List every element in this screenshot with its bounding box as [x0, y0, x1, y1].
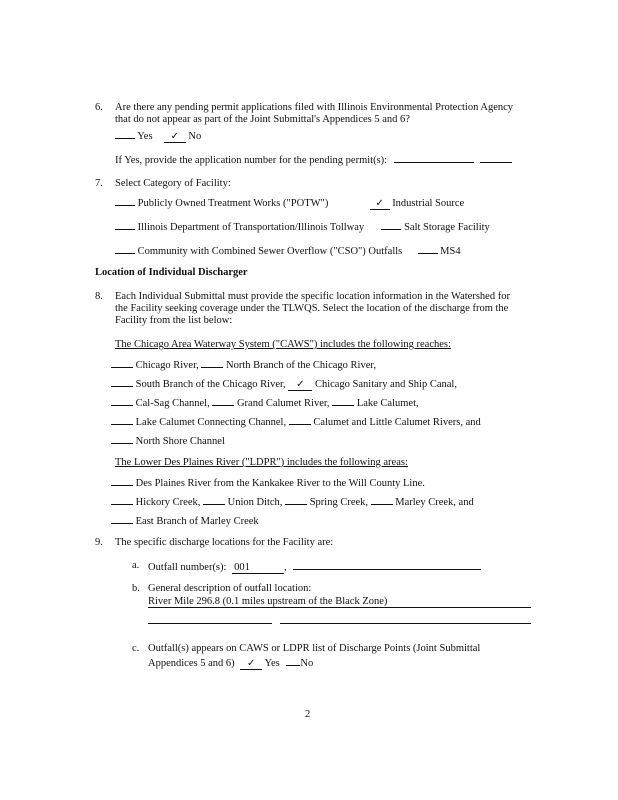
caws-sanitary-ship-canal-label: Chicago Sanitary and Ship Canal,	[314, 379, 457, 390]
ldpr-union-ditch-checkbox[interactable]	[203, 494, 225, 505]
caws-heading: The Chicago Area Waterway System ("CAWS") includes the following reaches:	[115, 339, 451, 350]
ldpr-spring-creek-checkbox[interactable]	[285, 494, 307, 505]
q7-ms4-label: MS4	[440, 246, 461, 257]
q7-title: Select Category of Facility:	[115, 178, 231, 189]
q6-application-number-field[interactable]	[394, 152, 474, 163]
caws-sanitary-ship-canal-checkbox[interactable]: ✓	[288, 380, 312, 391]
q9c-letter: c.	[132, 643, 140, 654]
caws-grand-calumet-label: Grand Calumet River,	[236, 398, 330, 409]
q9c-text-line2: Appendices 5 and 6)	[148, 658, 235, 669]
ldpr-spring-creek-label: Spring Creek,	[309, 497, 369, 508]
q8-text-line2: the Facility seeking coverage under the TLWQS. Select the location of the discharge from the	[115, 303, 509, 314]
ldpr-row-3	[111, 513, 259, 528]
q6-text-line2: that do not appear as part of the Joint Submittal's Appendices 5 and 6?	[115, 114, 410, 125]
q6-if-yes-row	[115, 152, 512, 167]
caws-grand-calumet-checkbox[interactable]	[212, 395, 234, 406]
ldpr-east-branch-checkbox[interactable]	[111, 513, 133, 524]
q9b-underline-1	[148, 607, 531, 608]
caws-lake-calumet-label: Lake Calumet,	[356, 398, 419, 409]
q9-number: 9.	[95, 537, 103, 548]
caws-south-branch-label: South Branch of the Chicago River,	[135, 379, 286, 390]
q7-number: 7.	[95, 178, 103, 189]
q8-number: 8.	[95, 291, 103, 302]
ldpr-hickory-creek-label: Hickory Creek,	[135, 497, 201, 508]
q9c-yes-checkbox[interactable]: ✓	[240, 659, 262, 670]
q9a-row: Outfall number(s): 001 ,	[148, 559, 481, 574]
q6-number: 6.	[95, 102, 103, 113]
caws-row-4	[111, 414, 481, 429]
q9b-label: General description of outfall location:	[148, 583, 312, 594]
q6-yes-label: Yes	[137, 131, 153, 142]
q6-answer-row	[115, 128, 201, 143]
q9c-row-2	[148, 655, 313, 670]
page-number: 2	[305, 709, 311, 720]
caws-cal-sag-checkbox[interactable]	[111, 395, 133, 406]
caws-little-calumet-checkbox[interactable]	[289, 414, 311, 425]
q9b-underline-2a[interactable]	[148, 623, 272, 624]
caws-south-branch-checkbox[interactable]	[111, 376, 133, 387]
q9c-yes-label: Yes	[264, 658, 280, 669]
q7-cso-label: Community with Combined Sewer Overflow ("CSO") Outfalls	[137, 246, 403, 257]
caws-row-1	[111, 357, 376, 372]
q6-application-number-field-2[interactable]	[480, 152, 512, 163]
q6-text-line1: Are there any pending permit applications filed with Illinois Environmental Protection Agency	[115, 102, 514, 113]
q7-row-1	[115, 195, 464, 210]
caws-north-branch-label: North Branch of the Chicago River,	[226, 360, 377, 371]
q6-if-yes-label: If Yes, provide the application number for the pending permit(s):	[115, 155, 388, 166]
q7-industrial-label: Industrial Source	[392, 198, 465, 209]
q8-text-line3: Facility from the list below:	[115, 315, 233, 326]
q7-idot-checkbox[interactable]	[115, 219, 135, 230]
ldpr-row-2	[111, 494, 474, 509]
q9a-outfall-field-2[interactable]	[293, 559, 481, 570]
q9c-no-checkbox[interactable]	[286, 655, 300, 666]
q7-potw-checkbox[interactable]	[115, 195, 135, 206]
ldpr-heading: The Lower Des Plaines River ("LDPR") includes the following areas:	[115, 457, 408, 468]
q6-no-label: No	[188, 131, 202, 142]
q6-yes-checkbox[interactable]	[115, 128, 135, 139]
caws-lake-calumet-checkbox[interactable]	[332, 395, 354, 406]
ldpr-des-plaines-label: Des Plaines River from the Kankakee River to the Will County Line.	[135, 478, 425, 489]
caws-little-calumet-label: Calumet and Little Calumet Rivers, and	[313, 417, 481, 428]
q9a-outfall-field[interactable]	[232, 561, 284, 574]
ldpr-east-branch-label: East Branch of Marley Creek	[135, 516, 259, 527]
q7-industrial-checkbox[interactable]: ✓	[370, 199, 390, 210]
caws-north-shore-label: North Shore Channel	[135, 436, 225, 447]
q9a-letter: a.	[132, 560, 140, 571]
caws-chicago-river-checkbox[interactable]	[111, 357, 133, 368]
q9c-text-line1: Outfall(s) appears on CAWS or LDPR list of Discharge Points (Joint Submittal	[148, 643, 481, 654]
caws-north-branch-checkbox[interactable]	[201, 357, 223, 368]
ldpr-row-1	[111, 475, 425, 490]
q7-salt-label: Salt Storage Facility	[404, 222, 490, 233]
caws-cal-sag-label: Cal-Sag Channel,	[135, 398, 210, 409]
caws-connecting-channel-label: Lake Calumet Connecting Channel,	[135, 417, 287, 428]
caws-row-2	[111, 376, 457, 391]
q9b-description-value: River Mile 296.8 (0.1 miles upstream of the Black Zone)	[148, 596, 388, 607]
caws-row-5	[111, 433, 225, 448]
ldpr-union-ditch-label: Union Ditch,	[227, 497, 283, 508]
q9-title: The specific discharge locations for the Facility are:	[115, 537, 334, 548]
q6-no-checkbox[interactable]: ✓	[164, 132, 186, 143]
q9b-letter: b.	[132, 583, 140, 594]
caws-chicago-river-label: Chicago River,	[135, 360, 199, 371]
q9a-label: Outfall number(s):	[148, 562, 227, 573]
q8-text-line1: Each Individual Submittal must provide the specific location information in the Watershed for	[115, 291, 510, 302]
section-heading-location: Location of Individual Discharger	[95, 267, 248, 278]
caws-row-3	[111, 395, 419, 410]
q7-idot-label: Illinois Department of Transportation/Illinois Tollway	[137, 222, 365, 233]
q7-row-3	[115, 243, 461, 258]
ldpr-marley-creek-label: Marley Creek, and	[395, 497, 474, 508]
q9a-outfall-value: 001	[234, 562, 250, 573]
q9c-no-label: No	[300, 658, 314, 669]
q7-row-2	[115, 219, 490, 234]
ldpr-des-plaines-checkbox[interactable]	[111, 475, 133, 486]
q9b-underline-2b[interactable]	[280, 623, 531, 624]
ldpr-marley-creek-checkbox[interactable]	[371, 494, 393, 505]
q7-salt-checkbox[interactable]	[381, 219, 401, 230]
q7-ms4-checkbox[interactable]	[418, 243, 438, 254]
q7-potw-label: Publicly Owned Treatment Works ("POTW")	[137, 198, 329, 209]
q7-cso-checkbox[interactable]	[115, 243, 135, 254]
caws-north-shore-checkbox[interactable]	[111, 433, 133, 444]
ldpr-hickory-creek-checkbox[interactable]	[111, 494, 133, 505]
caws-connecting-channel-checkbox[interactable]	[111, 414, 133, 425]
